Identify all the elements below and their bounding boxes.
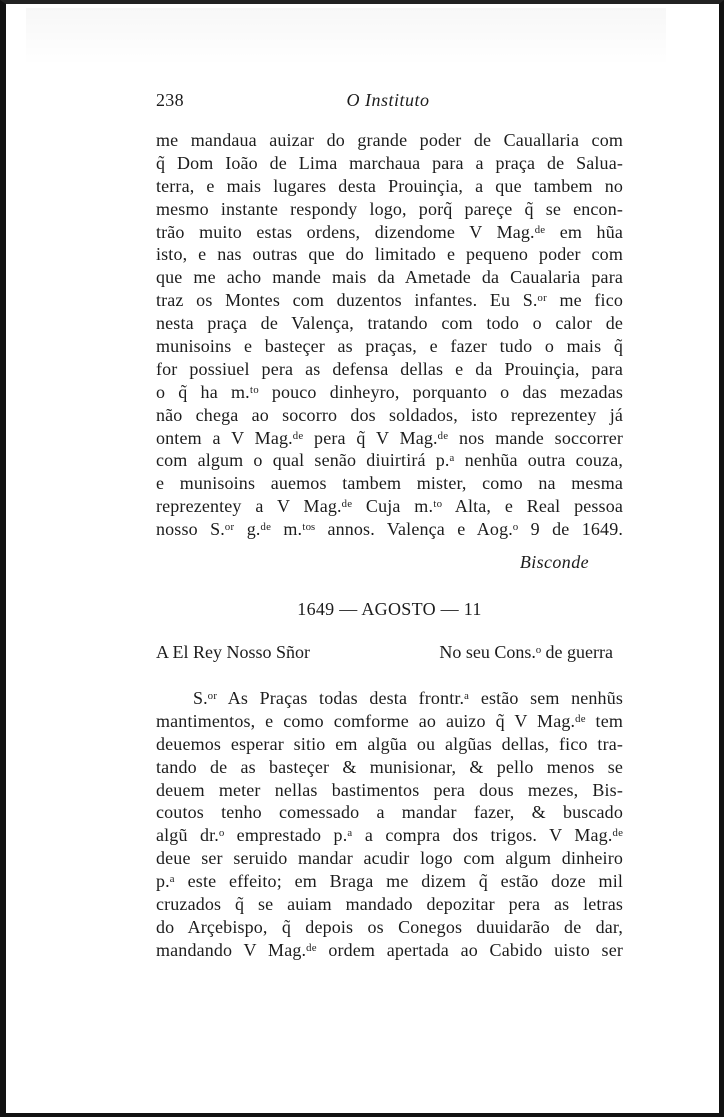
letter-2-body	[156, 687, 623, 962]
text-line: deue ser seruido mandar acudir logo com algum dinheiro	[156, 848, 623, 869]
text-line: com algum o qual senão diuirtirá p.ᵃ nenhũa outra couza,	[156, 450, 623, 471]
text-line: for possiuel pera as defensa dellas e da Prouinçia, para	[156, 358, 623, 379]
running-title: O Instituto	[346, 90, 430, 110]
text-line: nosso S.ᵒʳ g.ᵈᵉ m.ᵗᵒˢ annos. Valença e Aog.ᵒ 9 de 1649.	[156, 519, 623, 540]
text-line: q̃ Dom Ioão de Lima marchaua para a praça de Salua-	[156, 152, 623, 173]
text-line: algũ dr.ᵒ emprestado p.ᵃ a compra dos trigos. V Mag.ᵈᵉ	[156, 825, 623, 846]
scan-shadow	[26, 8, 666, 66]
text-line: me mandaua auizar do grande poder de Cauallaria com	[156, 130, 623, 150]
text-line: o q̃ ha m.ᵗᵒ pouco dinheyro, porquanto o das mezadas	[156, 381, 623, 402]
addressee: A El Rey Nosso Sñor	[156, 642, 311, 662]
council-note: No seu Cons.ᵒ de guerra	[439, 642, 613, 662]
text-line: e munisoins auemos tambem mister, como na mesma	[156, 473, 623, 494]
page-number: 238	[156, 90, 184, 110]
text-line: terra, e mais lugares desta Prouinçia, a que tambem no	[156, 175, 623, 196]
date-heading: 1649 — AGOSTO — 11	[297, 599, 482, 619]
text-line: S.ᵒʳ As Praças todas desta frontr.ᵃ estão sem nenhũs	[193, 688, 623, 708]
text-line: coutos tenho comessado a mandar fazer, & buscado	[156, 802, 623, 823]
text-line: deuemos esperar sitio em algũa ou algũas dellas, fico tra-	[156, 733, 623, 754]
text-line: reprezentey a V Mag.ᵈᵉ Cuja m.ᵗᵒ Alta, e Real pessoa	[156, 496, 623, 517]
text-line: do Arçebispo, q̃ depois os Conegos duuidarão de dar,	[156, 916, 623, 937]
signature: Bisconde	[519, 552, 589, 572]
text-line: não chega ao socorro dos soldados, isto reprezentey já	[156, 404, 623, 425]
text-line: trão muito estas ordens, dizendome V Mag.ᵈᵉ em hũa	[156, 221, 623, 242]
text-line: isto, e nas outras que do limitado e pequeno poder com	[156, 244, 623, 265]
letter-1-body	[156, 129, 623, 541]
text-line: tando de as basteçer & munisionar, & pello menos se	[156, 756, 623, 777]
text-line: nesta praça de Valença, tratando com todo o calor de	[156, 313, 623, 334]
text-line: deuem meter nellas bastimentos pera dous mezes, Bis-	[156, 779, 623, 800]
text-line: mesmo instante respondy logo, porq̃ pareçe q̃ se encon-	[156, 198, 623, 219]
text-line: ontem a V Mag.ᵈᵉ pera q̃ V Mag.ᵈᵉ nos mande soccorrer	[156, 427, 623, 448]
text-line: cruzados q̃ se auiam mandado depozitar pera as letras	[156, 894, 623, 915]
text-line: mandando V Mag.ᵈᵉ ordem apertada ao Cabido uisto ser	[156, 939, 623, 960]
text-line: que me acho mande mais da Ametade da Caualaria para	[156, 267, 623, 288]
text-line: munisoins e basteçer as praças, e fazer tudo o mais q̃	[156, 336, 623, 357]
text-line: mantimentos, e como comforme ao auizo q̃ V Mag.ᵈᵉ tem	[156, 710, 623, 731]
text-line: traz os Montes com duzentos infantes. Eu S.ᵒʳ me fico	[156, 290, 623, 311]
text-line: p.ᵃ este effeito; em Braga me dizem q̃ estão doze mil	[156, 871, 623, 892]
